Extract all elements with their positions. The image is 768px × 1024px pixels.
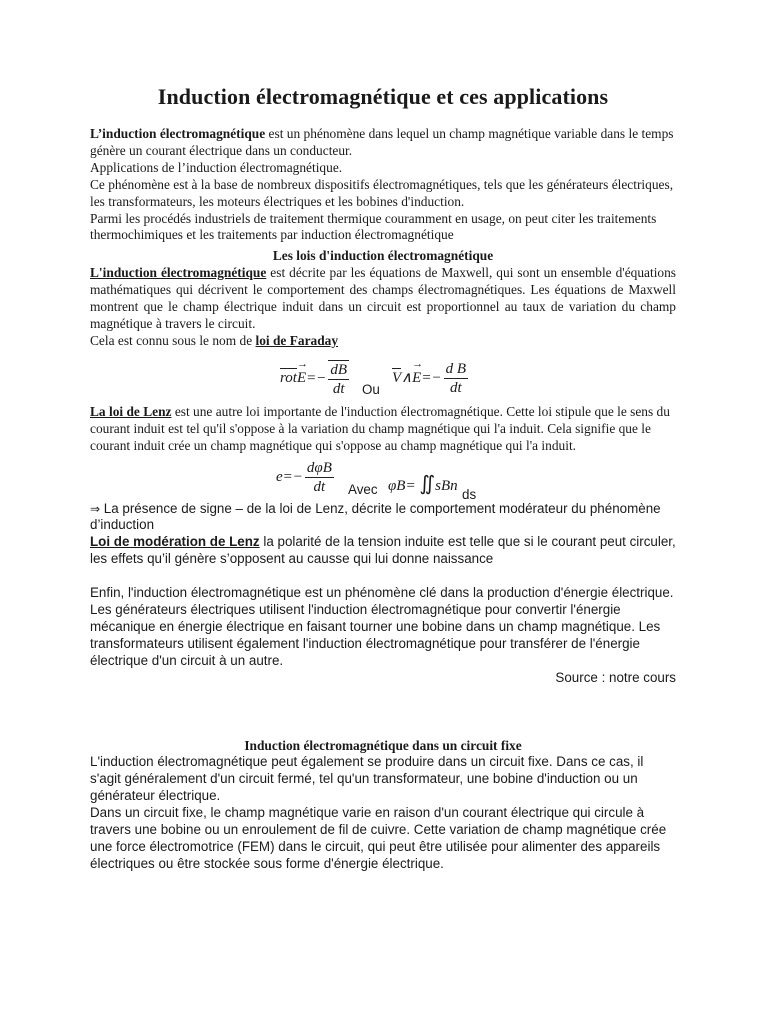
intro-lead-bold: L’induction électromagnétique bbox=[90, 126, 266, 141]
equation-flux bbox=[388, 471, 458, 496]
flux-integrand: sBn bbox=[435, 477, 458, 494]
moderation-text: la polarité de la tension induite est telle que si le courant peut circuler, les effets qu’il génère s’opposent au causse qui lui donne naissance bbox=[90, 534, 676, 567]
flux-lhs: φB= bbox=[388, 477, 416, 494]
equation-emf bbox=[276, 459, 336, 496]
circuit-paragraph-2: Dans un circuit fixe, le champ magnétique varie en raison d'un courant électrique qui circule à travers une bobine ou un enroulement de fil de cuivre. Cette variation de champ magnétique crée une force électromotrice (FEM) dans le circuit, qui peut être utilisée pour alimenter des appareils électriques ou être stockée sous forme d'énergie électrique. bbox=[90, 805, 667, 871]
maxwell-text: est décrite par les équations de Maxwell, qui sont un ensemble d'équations mathématiques qui décrivent le comportement des champs électromagnétiques. Les équations de Maxwell montrent que le champ électrique induit dans un circuit est proportionnel au taux de variation du champ magnétique à travers le circuit. bbox=[90, 265, 677, 331]
faraday-bold-term: loi de Faraday bbox=[255, 332, 339, 348]
industrial-paragraph: Parmi les procédés industriels de traitement thermique couramment en usage, on peut citer les traitements thermochimiques et les traitements par induction électromagnétique bbox=[90, 210, 657, 243]
fraction-denominator-2: dt bbox=[449, 379, 462, 396]
faraday-equations bbox=[90, 350, 676, 404]
fraction-numerator-2: d B bbox=[445, 360, 466, 377]
maxwell-paragraph bbox=[90, 265, 676, 333]
moderation-bold-term: Loi de modération de Lenz bbox=[90, 534, 260, 550]
or-label: Ou bbox=[362, 381, 380, 397]
maxwell-bold-term: L'induction électromagnétique bbox=[90, 265, 267, 281]
section-heading-lois: Les lois d'induction électromagnétique bbox=[272, 248, 494, 264]
emf-denominator: dt bbox=[313, 478, 326, 495]
enfin-paragraph: Enfin, l'induction électromagnétique est un phénomène clé dans la production d'énergie électrique. Les générateurs électriques utilisent l'induction électromagnétique pour convertir l'énergie mécanique en énergie électrique en faisant tourner une bobine dans un champ magnétique. Les transformateurs utilisent également l'induction électromagnétique pour transférer de l'énergie électrique d'un circuit à un autre. bbox=[90, 585, 674, 668]
equation-v-wedge-e bbox=[392, 360, 470, 397]
faraday-intro: Cela est connu sous le nom de bbox=[90, 332, 256, 348]
lenz-paragraph bbox=[90, 404, 676, 455]
equals-minus: =− bbox=[306, 370, 327, 387]
rot-operator: rot bbox=[280, 370, 297, 387]
lenz-sign-text: La présence de signe – de la loi de Lenz, décrite le comportement modérateur du phénomène d’induction bbox=[90, 500, 661, 533]
vector-e: → E bbox=[297, 370, 306, 387]
document-page bbox=[90, 84, 676, 873]
ds-label: ds bbox=[462, 486, 477, 502]
equation-rot-e bbox=[280, 360, 351, 398]
emf-numerator: dφB bbox=[306, 459, 332, 476]
circuit-paragraph-1: L'induction électromagnétique peut également se produire dans un circuit fixe. Dans ce cas, il s'agit généralement d'un circuit fermé, tel qu'un transformateur, une bobine d'induction ou un générateur électrique. bbox=[90, 754, 644, 804]
equals-minus-2: =− bbox=[421, 369, 442, 386]
lenz-sign-note bbox=[90, 501, 676, 535]
emf-lhs: e=− bbox=[276, 468, 303, 485]
applications-line: Applications de l’induction électromagnétique. bbox=[90, 159, 343, 175]
avec-label: Avec bbox=[348, 481, 378, 497]
double-integral-symbol: ∬ bbox=[419, 472, 436, 495]
moderation-paragraph bbox=[90, 534, 676, 568]
fraction-denominator: dt bbox=[332, 380, 345, 397]
source-line: Source : notre cours bbox=[555, 669, 676, 685]
intro-lead-rest: est un phénomène dans lequel un champ magnétique variable dans le temps génère un courant électrique dans un conducteur. bbox=[90, 126, 674, 158]
vector-e-2: → E bbox=[412, 370, 421, 387]
v-operator: V bbox=[392, 369, 402, 386]
lenz-equation-row bbox=[90, 455, 676, 501]
document-title: Induction électromagnétique et ces applications bbox=[157, 84, 609, 109]
section-heading-circuit: Induction électromagnétique dans un circuit fixe bbox=[244, 737, 522, 753]
intro-paragraph bbox=[90, 126, 676, 160]
fraction-numerator: dB bbox=[330, 361, 348, 378]
lenz-text: est une autre loi importante de l'induction électromagnétique. Cette loi stipule que le sens du courant induit est tel qu'il s'oppose à la variation du champ magnétique qui l'a induit. Cela signifie que le courant induit crée un champ magnétique qui s'oppose au champ magnétique qui l'a induit. bbox=[90, 403, 670, 453]
lenz-bold-term: La loi de Lenz bbox=[90, 403, 172, 419]
implies-arrow-icon: ⇒ bbox=[90, 501, 101, 516]
devices-paragraph: Ce phénomène est à la base de nombreux dispositifs électromagnétiques, tels que les générateurs électriques, les transformateurs, les moteurs électriques et les bobines d'induction. bbox=[90, 176, 674, 209]
faraday-line bbox=[90, 333, 676, 350]
wedge-symbol: ∧ bbox=[401, 369, 413, 386]
